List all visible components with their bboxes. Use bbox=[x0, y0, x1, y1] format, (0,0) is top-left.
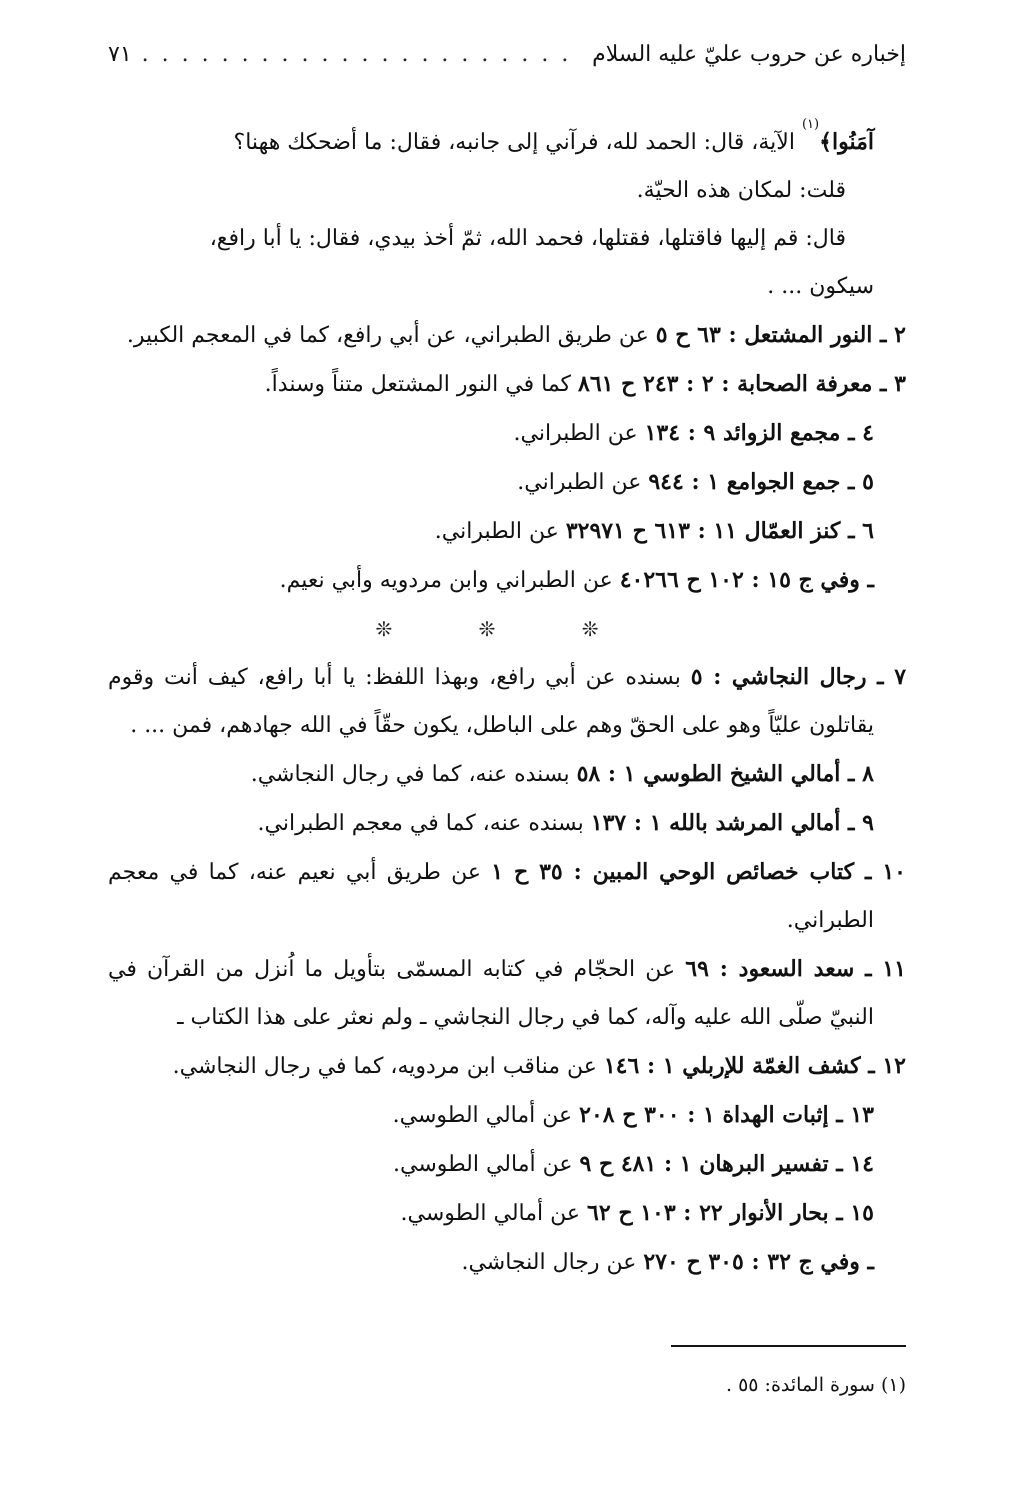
source-detail: عن الطبراني. bbox=[513, 421, 645, 446]
source-title: ١٣ ـ إثبات الهداة ١ : ٣٠٠ ح ٢٠٨ bbox=[579, 1102, 874, 1128]
source-entry-4 bbox=[108, 409, 906, 458]
source-title: ٦ ـ كنز العمّال ١١ : ٦١٣ ح ٣٢٩٧١ bbox=[565, 518, 874, 544]
footnote: (١) سورة المائدة: ٥٥ . bbox=[725, 1374, 906, 1396]
source-title: ١٤ ـ تفسير البرهان ١ : ٤٨١ ح ٩ bbox=[579, 1151, 874, 1177]
source-detail: عن الطبراني وابن مردويه وأبي نعيم. bbox=[279, 568, 620, 593]
text-span: الآية، قال: الحمد لله، فرآني إلى جانبه، فقال: ما أضحكك ههنا؟ bbox=[233, 130, 802, 155]
source-detail: عن الطبراني. bbox=[434, 519, 566, 544]
text-line: قال: قم إليها فاقتلها، فقتلها، فحمد الله، ثمّ أخذ بيدي، فقال: يا أبا رافع، bbox=[209, 226, 846, 251]
text-line bbox=[108, 118, 906, 167]
running-header bbox=[108, 42, 906, 82]
source-entry-13 bbox=[108, 1091, 906, 1140]
source-entry-15b bbox=[108, 1238, 906, 1287]
source-entry-11 bbox=[108, 945, 906, 1042]
footnote-ref: (١) bbox=[801, 118, 820, 132]
text-line: سيكون ... . bbox=[767, 274, 874, 299]
source-title: ٥ ـ جمع الجوامع ١ : ٩٤٤ bbox=[648, 469, 874, 495]
source-detail: عن الطبراني. bbox=[517, 470, 649, 495]
source-title: ١٠ ـ كتاب خصائص الوحي المبين : ٣٥ ح ١ bbox=[491, 859, 906, 885]
source-entry-10 bbox=[108, 848, 906, 945]
source-detail: عن الحجّام في كتابه المسمّى بتأويل ما اُنزل من القرآن في النبيّ صلّى الله عليه وآله، كما في رجال النجاشي ـ ولم نعثر على هذا الكتاب ـ bbox=[108, 957, 874, 1030]
source-detail: عن أمالي الطوسي. bbox=[392, 1152, 580, 1177]
source-title: ٩ ـ أمالي المرشد بالله ١ : ١٣٧ bbox=[590, 810, 874, 836]
source-title: ٤ ـ مجمع الزوائد ٩ : ١٣٤ bbox=[644, 420, 874, 446]
source-entry-12 bbox=[108, 1042, 906, 1091]
source-entry-15 bbox=[108, 1189, 906, 1238]
source-detail: عن طريق الطبراني، عن أبي رافع، كما في المعجم الكبير. bbox=[126, 323, 656, 348]
source-entry-14 bbox=[108, 1140, 906, 1189]
source-entry-8 bbox=[108, 750, 906, 799]
source-entry-9 bbox=[108, 799, 906, 848]
footnote-divider bbox=[671, 1345, 906, 1347]
source-entry-2 bbox=[108, 311, 906, 360]
source-entry-6 bbox=[108, 507, 906, 556]
source-entry-6b bbox=[108, 556, 906, 605]
source-detail: عن مناقب ابن مردويه، كما في رجال النجاشي. bbox=[172, 1054, 604, 1079]
source-title: ٨ ـ أمالي الشيخ الطوسي ١ : ٥٨ bbox=[576, 761, 874, 787]
quran-word: آمَنُوا﴾ bbox=[819, 129, 874, 155]
source-detail: بسنده عنه، كما في معجم الطبراني. bbox=[257, 811, 591, 836]
source-entry-5 bbox=[108, 458, 906, 507]
source-detail: كما في النور المشتعل متناً وسنداً. bbox=[264, 372, 579, 397]
header-title: إخباره عن حروب عليّ عليه السلام bbox=[592, 42, 906, 67]
source-detail: بسنده عنه، كما في رجال النجاشي. bbox=[250, 762, 577, 787]
text-line: قلت: لمكان هذه الحيّة. bbox=[636, 178, 846, 203]
source-detail: عن طريق أبي نعيم عنه، كما في معجم الطبراني. bbox=[108, 860, 874, 933]
page-number: ٧١ bbox=[108, 42, 132, 67]
source-detail: عن أمالي الطوسي. bbox=[392, 1103, 580, 1128]
source-detail: عن أمالي الطوسي. bbox=[400, 1201, 588, 1226]
source-title: ١٥ ـ بحار الأنوار ٢٢ : ١٠٣ ح ٦٢ bbox=[587, 1200, 874, 1226]
source-title: ١٢ ـ كشف الغمّة للإربلي ١ : ١٤٦ bbox=[603, 1053, 906, 1079]
source-detail: عن رجال النجاشي. bbox=[461, 1250, 644, 1275]
source-detail: بسنده عن أبي رافع، وبهذا اللفظ: يا أبا رافع، كيف أنت وقوم يقاتلون عليّاً وهو على الحقّ وهم على الباطل، يكون حقّاً في الله جهادهم، فمن ... . bbox=[108, 665, 874, 738]
source-title: ١١ ـ سعد السعود : ٦٩ bbox=[685, 956, 906, 982]
header-leader-dots bbox=[142, 42, 582, 67]
section-separator: ❊ ❊ ❊ bbox=[375, 617, 639, 641]
source-title: ٢ ـ النور المشتعل : ٦٣ ح ٥ bbox=[655, 322, 906, 348]
source-title: ـ وفي ج ٣٢ : ٣٠٥ ح ٢٧٠ bbox=[643, 1249, 874, 1275]
source-title: ٣ ـ معرفة الصحابة : ٢ : ٢٤٣ ح ٨٦١ bbox=[578, 371, 906, 397]
source-title: ٧ ـ رجال النجاشي : ٥ bbox=[690, 664, 906, 690]
source-entry-3 bbox=[108, 360, 906, 409]
source-entry-7 bbox=[108, 653, 906, 750]
source-title: ـ وفي ج ١٥ : ١٠٢ ح ٤٠٢٦٦ bbox=[619, 567, 874, 593]
page-body bbox=[108, 118, 906, 1287]
